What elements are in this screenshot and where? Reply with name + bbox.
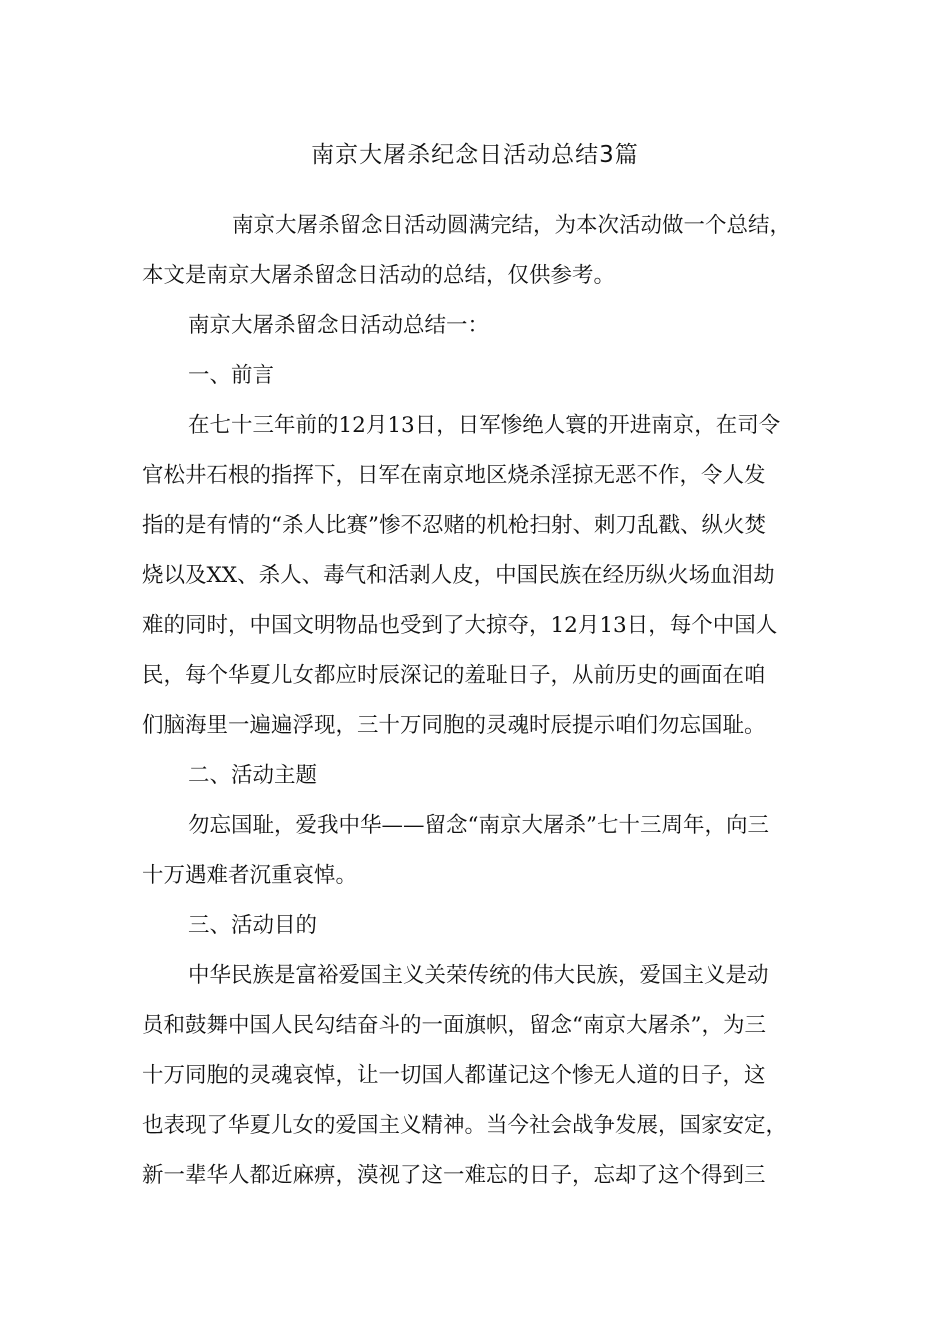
paragraph-line: 们脑海里一遍遍浮现，三十万同胞的灵魂时辰提示咱们勿忘国耻。 <box>142 713 766 738</box>
paragraph-line: 在七十三年前的12月13日，日军惨绝人寰的开进南京，在司令 <box>188 413 781 438</box>
paragraph-line: 指的是有情的“杀人比赛”惨不忍赌的机枪扫射、刺刀乱戳、纵火焚 <box>142 513 766 538</box>
paragraph-line: 也表现了华夏儿女的爱国主义精神。当今社会战争发展，国家安定， <box>142 1113 788 1138</box>
document-body <box>142 201 808 1201</box>
section-heading: 三、活动目的 <box>188 913 318 938</box>
paragraph-line: 勿忘国耻，爱我中华——留念“南京大屠杀”七十三周年，向三 <box>188 813 769 838</box>
paragraph-line: 烧以及XX、杀人、毒气和活剥人皮，中国民族在经历纵火场血泪劫 <box>142 563 775 588</box>
section-heading: 南京大屠杀留念日活动总结一： <box>188 313 490 338</box>
paragraph-line: 本文是南京大屠杀留念日活动的总结，仅供参考。 <box>142 263 616 288</box>
section-heading: 二、活动主题 <box>188 763 318 788</box>
section-heading: 一、前言 <box>188 363 275 388</box>
paragraph-line: 官松井石根的指挥下，日军在南京地区烧杀淫掠无恶不作，令人发 <box>142 463 766 488</box>
paragraph-line: 新一辈华人都近麻痹，漠视了这一难忘的日子，忘却了这个得到三 <box>142 1163 766 1188</box>
paragraph-line: 民，每个华夏儿女都应时辰深记的羞耻日子，从前历史的画面在咱 <box>142 663 766 688</box>
document-title: 南京大屠杀纪念日活动总结3篇 <box>311 142 639 168</box>
paragraph-line: 南京大屠杀留念日活动圆满完结，为本次活动做一个总结， <box>232 213 792 238</box>
paragraph-line: 中华民族是富裕爱国主义关荣传统的伟大民族，爱国主义是动 <box>188 963 769 988</box>
paragraph-line: 十万遇难者沉重哀悼。 <box>142 863 358 888</box>
paragraph-line: 十万同胞的灵魂哀悼，让一切国人都谨记这个惨无人道的日子，这 <box>142 1063 766 1088</box>
paragraph-line: 员和鼓舞中国人民勾结奋斗的一面旗帜，留念“南京大屠杀”，为三 <box>142 1013 766 1038</box>
paragraph-line: 难的同时，中国文明物品也受到了大掠夺，12月13日，每个中国人 <box>142 613 778 638</box>
